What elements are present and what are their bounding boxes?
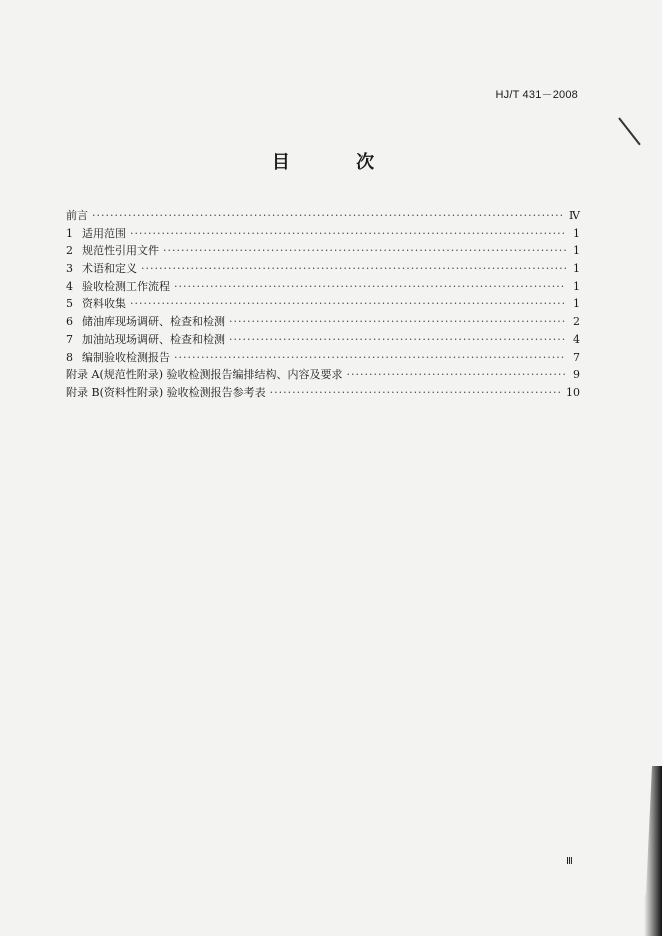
toc-leader-dots xyxy=(229,315,566,328)
toc-entry-label: 术语和定义 xyxy=(82,262,137,276)
toc-entry-number: 7 xyxy=(66,332,73,346)
toc-entry-label: 编制验收检测报告 xyxy=(82,350,170,364)
table-of-contents xyxy=(66,207,580,402)
toc-entry xyxy=(66,207,580,225)
scan-mark xyxy=(618,117,641,145)
toc-entry-page: 1 xyxy=(573,226,580,240)
toc-entry-label: 附录 A(规范性附录) 验收检测报告编排结构、内容及要求 xyxy=(66,368,343,382)
toc-entry-page: 1 xyxy=(573,297,580,311)
toc-entry xyxy=(66,313,580,331)
toc-entry xyxy=(66,242,580,260)
toc-entry xyxy=(66,278,580,296)
toc-entry-page: 7 xyxy=(573,350,580,364)
toc-leader-dots xyxy=(141,262,566,275)
toc-leader-dots xyxy=(229,333,566,346)
page-number: Ⅲ xyxy=(566,856,573,867)
toc-entry xyxy=(66,366,580,384)
toc-entry-page: 1 xyxy=(573,279,580,293)
toc-entry-label: 储油库现场调研、检查和检测 xyxy=(82,315,225,329)
toc-entry-number: 4 xyxy=(66,279,73,293)
toc-entry-page: Ⅳ xyxy=(569,209,580,222)
toc-entry-label: 资料收集 xyxy=(82,297,126,311)
toc-leader-dots xyxy=(347,368,566,381)
toc-entry-number: 3 xyxy=(66,262,73,276)
toc-entry-page: 2 xyxy=(573,315,580,329)
toc-leader-dots xyxy=(130,227,566,240)
toc-entry-number: 1 xyxy=(66,226,73,240)
page-title: 目 次 xyxy=(271,152,405,173)
toc-entry-label: 验收检测工作流程 xyxy=(82,279,170,293)
toc-entry xyxy=(66,225,580,243)
standard-code: HJ/T 431－2008 xyxy=(495,89,578,101)
toc-entry-page: 1 xyxy=(573,244,580,258)
toc-entry-page: 1 xyxy=(573,262,580,276)
toc-entry-label: 前言 xyxy=(66,209,88,222)
toc-entry-page: 9 xyxy=(573,368,580,382)
toc-entry-number: 5 xyxy=(66,297,73,311)
toc-entry-label: 适用范围 xyxy=(82,226,126,240)
toc-leader-dots xyxy=(270,386,562,399)
toc-entry xyxy=(66,295,580,313)
toc-entry-number: 8 xyxy=(66,350,73,364)
toc-entry xyxy=(66,260,580,278)
toc-entry-page: 4 xyxy=(573,332,580,346)
toc-leader-dots xyxy=(92,209,565,222)
toc-entry-number: 6 xyxy=(66,315,73,329)
toc-entry-label: 规范性引用文件 xyxy=(82,244,159,258)
toc-entry xyxy=(66,349,580,367)
toc-entry-number: 2 xyxy=(66,244,73,258)
scan-edge-shadow xyxy=(622,766,662,936)
toc-entry-page: 10 xyxy=(566,385,580,399)
toc-leader-dots xyxy=(174,280,566,293)
toc-entry-label: 附录 B(资料性附录) 验收检测报告参考表 xyxy=(66,385,266,399)
toc-leader-dots xyxy=(130,297,566,310)
toc-entry-label: 加油站现场调研、检查和检测 xyxy=(82,332,225,346)
toc-leader-dots xyxy=(174,351,566,364)
toc-leader-dots xyxy=(163,244,566,257)
toc-entry xyxy=(66,331,580,349)
toc-entry xyxy=(66,384,580,402)
